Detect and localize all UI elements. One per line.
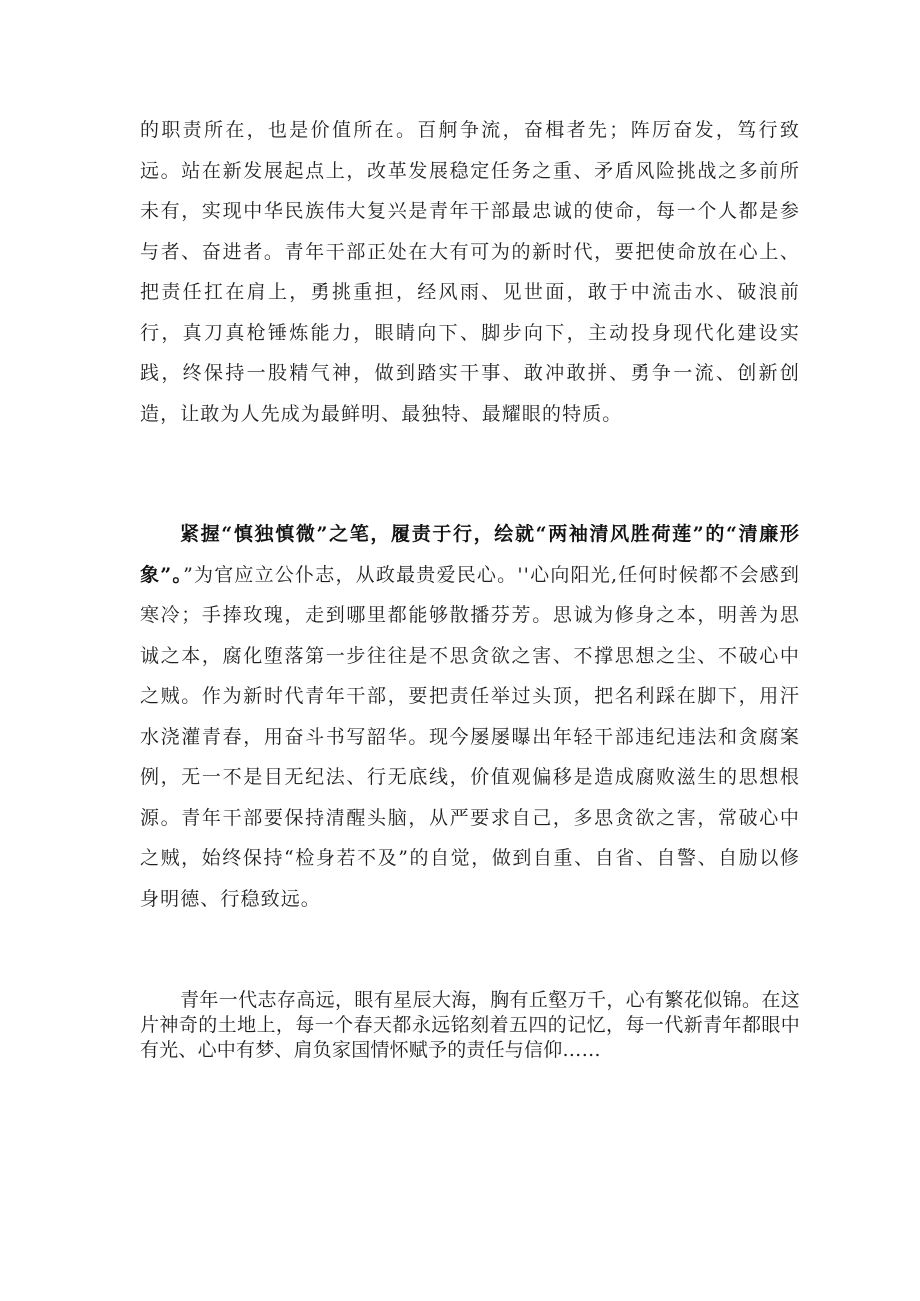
- paragraph-2-heading: 紧握“慎独慎微”之笔，履责于行，绘就“两袖清风胜荷莲”的“清廉形象”。: [140, 523, 800, 586]
- paragraph-2-body: ”为官应立公仆志，从政最贵爱民心。''心向阳光,任何时候都不会感到寒冷；手捧玫瑰，走到哪里都能够散播芬芳。思诚为修身之本，明善为思诚之本，腐化堕落第一步往往是不思贪欲之害、不撑思想之尘、不破心中之贼。作为新时代青年干部，要把责任举过头顶，把名利踩在脚下，用汗水浇灌青春，用奋斗书写韶华。现今屡屡曝出年轻干部违纪违法和贪腐案例，无一不是目无纪法、行无底线，价值观偏移是造成腐败滋生的思想根源。青年干部要保持清醒头脑，从严要求自己，多思贪欲之害，常破心中之贼，始终保持“检身若不及”的自觉，做到自重、自省、自警、自励以修身明德、行稳致远。: [140, 563, 800, 910]
- body-paragraph-2: [140, 514, 800, 919]
- body-paragraph-3: 青年一代志存高远，眼有星辰大海，胸有丘壑万千，心有繁花似锦。在这片神奇的土地上，每一个春天都永远铭刻着五四的记忆，每一代新青年都眼中有光、心中有梦、肩负家国情怀赋予的责任与信仰……: [140, 989, 800, 1061]
- body-paragraph-1: 的职责所在，也是价值所在。百舸争流，奋楫者先；阵厉奋发，笃行致远。站在新发展起点上，改革发展稳定任务之重、矛盾风险挑战之多前所未有，实现中华民族伟大复兴是青年干部最忠诚的使命，每一个人都是参与者、奋进者。青年干部正处在大有可为的新时代，要把使命放在心上、把责任扛在肩上，勇挑重担，经风雨、见世面，敢于中流击水、破浪前行，真刀真枪锤炼能力，眼睛向下、脚步向下，主动投身现代化建设实践，终保持一股精气神，做到踏实干事、敢冲敢拼、勇争一流、创新创造，让敢为人先成为最鲜明、最独特、最耀眼的特质。: [140, 119, 800, 425]
